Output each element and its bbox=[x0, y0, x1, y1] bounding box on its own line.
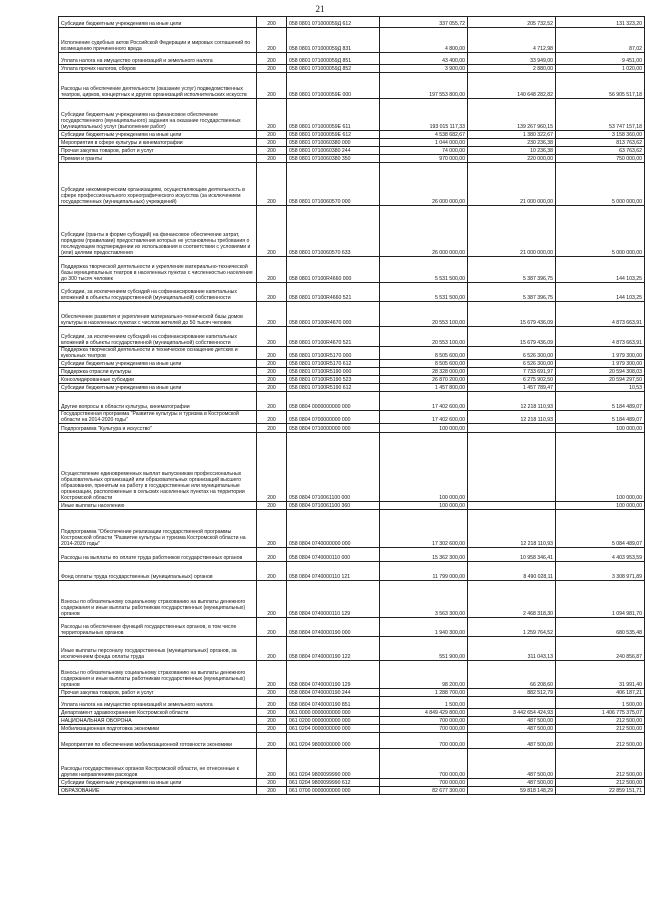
row-approved-cell: 1 288 700,00 bbox=[380, 689, 468, 697]
row-classification-cell: 058 0801 071000059Е 000 bbox=[287, 73, 380, 99]
row-executed-cell: 12 218 110,93 bbox=[468, 411, 556, 424]
row-approved-cell: 8 505 600,00 bbox=[380, 360, 468, 368]
row-name-cell: Взносы по обязательному социальному страхованию на выплаты денежного содержания и иные выплаты работникам государственных (муниципальных) органов bbox=[59, 581, 257, 618]
row-name-cell: Расходы государственных органов Костромской области, не отнесенные к другим направлениям расходов bbox=[59, 749, 257, 779]
row-code-cell: 200 bbox=[257, 327, 287, 347]
table-row bbox=[59, 28, 645, 53]
row-approved-cell: 197 553 800,00 bbox=[380, 73, 468, 99]
row-unexecuted-cell: 20 594 308,03 bbox=[556, 368, 645, 376]
row-name-cell: Фонд оплаты труда государственных (муниципальных) органов bbox=[59, 562, 257, 581]
row-name-cell: Субсидии некоммерческим организациям, осуществляющим деятельность в сфере профессионального хореографического искусства (за исключением государственных (муниципальных) учреждений) bbox=[59, 163, 257, 206]
row-approved-cell: 74 000,00 bbox=[380, 147, 468, 155]
row-classification-cell: 058 0804 0710061100 360 bbox=[287, 502, 380, 510]
row-approved-cell: 43 400,00 bbox=[380, 53, 468, 65]
row-classification-cell: 061 0204 9800000000 000 bbox=[287, 733, 380, 749]
row-classification-cell: 058 0804 0740000190 851 bbox=[287, 697, 380, 709]
row-executed-cell: 1 457 789,47 bbox=[468, 384, 556, 392]
table-row bbox=[59, 779, 645, 787]
row-executed-cell: 487 500,00 bbox=[468, 749, 556, 779]
row-code-cell: 200 bbox=[257, 697, 287, 709]
row-classification-cell: 058 0804 0740000190 000 bbox=[287, 618, 380, 637]
row-code-cell: 200 bbox=[257, 347, 287, 360]
table-row bbox=[59, 368, 645, 376]
row-classification-cell: 058 0804 0740000110 000 bbox=[287, 548, 380, 562]
row-approved-cell: 82 677 300,00 bbox=[380, 787, 468, 795]
row-unexecuted-cell: 22 859 151,71 bbox=[556, 787, 645, 795]
row-unexecuted-cell: 1 094 981,70 bbox=[556, 581, 645, 618]
row-approved-cell: 4 800,00 bbox=[380, 28, 468, 53]
row-classification-cell: 061 0700 0000000000 000 bbox=[287, 787, 380, 795]
row-executed-cell: 5 387 396,75 bbox=[468, 283, 556, 302]
row-code-cell: 200 bbox=[257, 155, 287, 163]
row-name-cell: Прочая закупка товаров, работ и услуг bbox=[59, 689, 257, 697]
row-unexecuted-cell: 212 500,00 bbox=[556, 779, 645, 787]
row-unexecuted-cell: 53 747 157,18 bbox=[556, 99, 645, 131]
row-unexecuted-cell: 4 873 663,91 bbox=[556, 327, 645, 347]
budget-table-body bbox=[59, 17, 645, 795]
row-approved-cell: 4 849 429 800,00 bbox=[380, 709, 468, 717]
table-row bbox=[59, 433, 645, 502]
row-name-cell: Мероприятия по обеспечению мобилизационной готовности экономики bbox=[59, 733, 257, 749]
row-name-cell: Расходы на выплаты по оплате труда работников государственных органов bbox=[59, 548, 257, 562]
table-row bbox=[59, 618, 645, 637]
row-executed-cell: 21 000 000,00 bbox=[468, 206, 556, 257]
row-classification-cell: 058 0804 0740000190 129 bbox=[287, 661, 380, 689]
row-unexecuted-cell: 1 500,00 bbox=[556, 697, 645, 709]
table-row bbox=[59, 99, 645, 131]
row-approved-cell: 17 402 600,00 bbox=[380, 392, 468, 411]
row-classification-cell: 058 0801 07100R4660 521 bbox=[287, 283, 380, 302]
row-name-cell: Субсидии бюджетным учреждениям на иные цели bbox=[59, 17, 257, 28]
row-executed-cell: 140 648 282,82 bbox=[468, 73, 556, 99]
row-classification-cell: 058 0804 0000000000 000 bbox=[287, 392, 380, 411]
row-unexecuted-cell: 5 184 489,07 bbox=[556, 392, 645, 411]
row-code-cell: 200 bbox=[257, 717, 287, 725]
row-code-cell: 200 bbox=[257, 562, 287, 581]
row-classification-cell: 058 0801 0710060380 000 bbox=[287, 139, 380, 147]
row-unexecuted-cell: 406 187,21 bbox=[556, 689, 645, 697]
row-unexecuted-cell: 3 308 971,89 bbox=[556, 562, 645, 581]
row-name-cell: Субсидии, за исключением субсидий на софинансирование капитальных вложений в объекты государственной (муниципальной) собственности bbox=[59, 327, 257, 347]
row-approved-cell: 15 362 300,00 bbox=[380, 548, 468, 562]
row-classification-cell: 058 0804 0740000110 129 bbox=[287, 581, 380, 618]
row-executed-cell: 15 679 436,09 bbox=[468, 327, 556, 347]
table-row bbox=[59, 510, 645, 548]
row-name-cell: Субсидии бюджетным учреждениям на иные цели bbox=[59, 360, 257, 368]
row-name-cell: Мобилизационная подготовка экономики bbox=[59, 725, 257, 733]
row-unexecuted-cell: 63 763,62 bbox=[556, 147, 645, 155]
row-name-cell: Прочая закупка товаров, работ и услуг bbox=[59, 147, 257, 155]
row-unexecuted-cell: 212 500,00 bbox=[556, 749, 645, 779]
row-executed-cell: 66 208,60 bbox=[468, 661, 556, 689]
row-unexecuted-cell: 9 451,00 bbox=[556, 53, 645, 65]
table-row bbox=[59, 257, 645, 283]
row-approved-cell: 4 538 682,67 bbox=[380, 131, 468, 139]
table-row bbox=[59, 131, 645, 139]
row-unexecuted-cell: 1 979 300,00 bbox=[556, 347, 645, 360]
row-code-cell: 200 bbox=[257, 384, 287, 392]
row-unexecuted-cell: 4 873 663,91 bbox=[556, 302, 645, 327]
row-unexecuted-cell: 1 020,00 bbox=[556, 65, 645, 73]
row-executed-cell: 10 236,38 bbox=[468, 147, 556, 155]
row-code-cell: 200 bbox=[257, 73, 287, 99]
row-name-cell: Субсидии бюджетным учреждениям на финансовое обеспечение государственного (муниципального) задания на оказание государственных (муниципальных) услуг (выполнение работ) bbox=[59, 99, 257, 131]
row-code-cell: 200 bbox=[257, 139, 287, 147]
row-classification-cell: 058 0801 0710060380 244 bbox=[287, 147, 380, 155]
row-name-cell: Уплата прочих налогов, сборов bbox=[59, 65, 257, 73]
row-code-cell: 200 bbox=[257, 283, 287, 302]
row-executed-cell bbox=[468, 697, 556, 709]
table-row bbox=[59, 411, 645, 424]
row-unexecuted-cell: 131 323,20 bbox=[556, 17, 645, 28]
table-row bbox=[59, 562, 645, 581]
row-code-cell: 200 bbox=[257, 411, 287, 424]
row-classification-cell: 058 0801 0710060570 633 bbox=[287, 206, 380, 257]
row-executed-cell: 5 387 396,75 bbox=[468, 257, 556, 283]
row-name-cell: НАЦИОНАЛЬНАЯ ОБОРОНА bbox=[59, 717, 257, 725]
table-row bbox=[59, 581, 645, 618]
row-classification-cell: 058 0801 07100R4670 000 bbox=[287, 302, 380, 327]
row-code-cell: 200 bbox=[257, 618, 287, 637]
table-row bbox=[59, 155, 645, 163]
row-classification-cell: 058 0804 0740000110 121 bbox=[287, 562, 380, 581]
row-code-cell: 200 bbox=[257, 787, 287, 795]
row-approved-cell: 100 000,00 bbox=[380, 424, 468, 433]
table-row bbox=[59, 206, 645, 257]
row-code-cell: 200 bbox=[257, 17, 287, 28]
row-executed-cell: 8 490 028,11 bbox=[468, 562, 556, 581]
table-row bbox=[59, 347, 645, 360]
row-unexecuted-cell: 10,53 bbox=[556, 384, 645, 392]
row-name-cell: Взносы по обязательному социальному страхованию на выплаты денежного содержания и иные выплаты работникам государственных (муниципальных) органов bbox=[59, 661, 257, 689]
row-name-cell: Иные выплаты персоналу государственных (муниципальных) органов, за исключением фонда оплаты труда bbox=[59, 637, 257, 661]
row-executed-cell: 12 218 110,93 bbox=[468, 510, 556, 548]
row-executed-cell: 487 500,00 bbox=[468, 779, 556, 787]
row-unexecuted-cell: 100 000,00 bbox=[556, 424, 645, 433]
row-name-cell: Поддержка творческой деятельности и техническое оснащение детских и кукольных театров bbox=[59, 347, 257, 360]
row-executed-cell bbox=[468, 502, 556, 510]
row-approved-cell: 337 055,72 bbox=[380, 17, 468, 28]
row-code-cell: 200 bbox=[257, 661, 287, 689]
row-approved-cell: 1 940 300,00 bbox=[380, 618, 468, 637]
row-approved-cell: 193 015 117,33 bbox=[380, 99, 468, 131]
table-row bbox=[59, 376, 645, 384]
row-code-cell: 200 bbox=[257, 581, 287, 618]
row-name-cell: Субсидии, за исключением субсидий на софинансирование капитальных вложений в объекты государственной (муниципальной) собственности bbox=[59, 283, 257, 302]
row-name-cell: Субсидии бюджетным учреждениям на иные цели bbox=[59, 131, 257, 139]
row-code-cell: 200 bbox=[257, 99, 287, 131]
row-approved-cell: 3 900,00 bbox=[380, 65, 468, 73]
row-code-cell: 200 bbox=[257, 65, 287, 73]
row-unexecuted-cell: 3 158 360,00 bbox=[556, 131, 645, 139]
row-code-cell: 200 bbox=[257, 392, 287, 411]
row-name-cell: Уплата налога на имущество организаций и земельного налога bbox=[59, 53, 257, 65]
row-executed-cell: 2 468 318,30 bbox=[468, 581, 556, 618]
row-code-cell: 200 bbox=[257, 733, 287, 749]
row-name-cell: Департамент здравоохранения Костромской области bbox=[59, 709, 257, 717]
table-row bbox=[59, 73, 645, 99]
row-unexecuted-cell: 4 403 953,59 bbox=[556, 548, 645, 562]
table-row bbox=[59, 709, 645, 717]
row-executed-cell: 3 442 654 424,93 bbox=[468, 709, 556, 717]
row-name-cell: Государственная программа "Развитие культуры и туризма в Костромской области на 2014-2020 годы" bbox=[59, 411, 257, 424]
table-row bbox=[59, 65, 645, 73]
row-code-cell: 200 bbox=[257, 725, 287, 733]
table-row bbox=[59, 283, 645, 302]
row-unexecuted-cell: 1 979 300,00 bbox=[556, 360, 645, 368]
row-approved-cell: 98 200,00 bbox=[380, 661, 468, 689]
row-approved-cell: 700 000,00 bbox=[380, 725, 468, 733]
row-classification-cell: 058 0801 07100R4670 521 bbox=[287, 327, 380, 347]
row-approved-cell: 1 457 800,00 bbox=[380, 384, 468, 392]
row-approved-cell: 8 505 600,00 bbox=[380, 347, 468, 360]
row-classification-cell: 058 0801 07100R5190 000 bbox=[287, 368, 380, 376]
table-row bbox=[59, 424, 645, 433]
row-approved-cell: 700 000,00 bbox=[380, 749, 468, 779]
row-approved-cell: 11 799 000,00 bbox=[380, 562, 468, 581]
row-unexecuted-cell: 87,02 bbox=[556, 28, 645, 53]
table-row bbox=[59, 502, 645, 510]
row-name-cell: ОБРАЗОВАНИЕ bbox=[59, 787, 257, 795]
table-row bbox=[59, 749, 645, 779]
row-classification-cell: 061 0204 9800099990 612 bbox=[287, 779, 380, 787]
table-row bbox=[59, 733, 645, 749]
row-executed-cell: 1 259 764,52 bbox=[468, 618, 556, 637]
row-classification-cell: 058 0801 07100R5190 612 bbox=[287, 384, 380, 392]
table-row bbox=[59, 637, 645, 661]
row-code-cell: 200 bbox=[257, 163, 287, 206]
row-code-cell: 200 bbox=[257, 433, 287, 502]
row-approved-cell: 28 328 000,00 bbox=[380, 368, 468, 376]
row-executed-cell: 230 236,38 bbox=[468, 139, 556, 147]
row-unexecuted-cell: 144 103,25 bbox=[556, 257, 645, 283]
row-code-cell: 200 bbox=[257, 131, 287, 139]
row-name-cell: Исполнение судебных актов Российской Федерации и мировых соглашений по возмещению причиненного вреда bbox=[59, 28, 257, 53]
table-row bbox=[59, 147, 645, 155]
row-classification-cell: 058 0801 071000059Е 611 bbox=[287, 99, 380, 131]
row-name-cell: Расходы на обеспечение деятельности (оказание услуг) подведомственных театров, цирков, концертных и других организаций исполнительских искусств bbox=[59, 73, 257, 99]
table-row bbox=[59, 392, 645, 411]
row-code-cell: 200 bbox=[257, 709, 287, 717]
row-classification-cell: 058 0801 0710060570 000 bbox=[287, 163, 380, 206]
row-executed-cell: 21 000 000,00 bbox=[468, 163, 556, 206]
row-classification-cell: 058 0804 0700000000 000 bbox=[287, 411, 380, 424]
row-approved-cell: 20 553 100,00 bbox=[380, 302, 468, 327]
row-executed-cell: 12 218 110,93 bbox=[468, 392, 556, 411]
row-code-cell: 200 bbox=[257, 206, 287, 257]
row-unexecuted-cell: 144 103,25 bbox=[556, 283, 645, 302]
row-name-cell: Консолидированные субсидии bbox=[59, 376, 257, 384]
row-unexecuted-cell: 212 500,00 bbox=[556, 733, 645, 749]
row-approved-cell: 26 000 000,00 bbox=[380, 163, 468, 206]
budget-execution-table bbox=[58, 16, 645, 795]
table-row bbox=[59, 689, 645, 697]
row-code-cell: 200 bbox=[257, 53, 287, 65]
row-classification-cell: 058 0801 07100R4660 000 bbox=[287, 257, 380, 283]
row-unexecuted-cell: 5 184 489,07 bbox=[556, 411, 645, 424]
row-executed-cell: 59 818 148,29 bbox=[468, 787, 556, 795]
row-executed-cell: 10 958 346,41 bbox=[468, 548, 556, 562]
row-unexecuted-cell: 750 000,00 bbox=[556, 155, 645, 163]
row-name-cell: Премии и гранты bbox=[59, 155, 257, 163]
row-code-cell: 200 bbox=[257, 548, 287, 562]
page-number: 21 bbox=[315, 4, 325, 14]
row-classification-cell: 058 0801 07100R5170 000 bbox=[287, 347, 380, 360]
row-executed-cell: 487 500,00 bbox=[468, 725, 556, 733]
row-executed-cell bbox=[468, 424, 556, 433]
row-classification-cell: 061 0204 9800099990 000 bbox=[287, 749, 380, 779]
row-unexecuted-cell: 5 000 000,00 bbox=[556, 163, 645, 206]
row-approved-cell: 17 302 600,00 bbox=[380, 510, 468, 548]
row-code-cell: 200 bbox=[257, 302, 287, 327]
row-code-cell: 200 bbox=[257, 376, 287, 384]
table-row bbox=[59, 384, 645, 392]
table-row bbox=[59, 163, 645, 206]
row-unexecuted-cell: 5 084 489,07 bbox=[556, 510, 645, 548]
row-code-cell: 200 bbox=[257, 510, 287, 548]
row-code-cell: 200 bbox=[257, 424, 287, 433]
table-row bbox=[59, 725, 645, 733]
row-executed-cell: 6 526 300,00 bbox=[468, 347, 556, 360]
row-executed-cell bbox=[468, 433, 556, 502]
row-code-cell: 200 bbox=[257, 689, 287, 697]
row-unexecuted-cell: 56 905 517,18 bbox=[556, 73, 645, 99]
row-code-cell: 200 bbox=[257, 360, 287, 368]
row-code-cell: 200 bbox=[257, 28, 287, 53]
table-row bbox=[59, 327, 645, 347]
row-unexecuted-cell: 100 000,00 bbox=[556, 433, 645, 502]
row-executed-cell: 15 679 436,09 bbox=[468, 302, 556, 327]
row-approved-cell: 700 000,00 bbox=[380, 733, 468, 749]
table-row bbox=[59, 17, 645, 28]
row-unexecuted-cell: 212 500,00 bbox=[556, 717, 645, 725]
table-row bbox=[59, 661, 645, 689]
row-executed-cell: 882 512,79 bbox=[468, 689, 556, 697]
row-code-cell: 200 bbox=[257, 502, 287, 510]
row-classification-cell: 058 0804 0740000190 122 bbox=[287, 637, 380, 661]
row-unexecuted-cell: 680 535,48 bbox=[556, 618, 645, 637]
table-row bbox=[59, 360, 645, 368]
row-classification-cell: 058 0801 07100R5190 523 bbox=[287, 376, 380, 384]
row-name-cell: Подпрограмма "Обеспечение реализации государственной программы Костромской области "Развитие культуры и туризма Костромской области на 2014-2020 годы" bbox=[59, 510, 257, 548]
row-executed-cell: 139 267 960,15 bbox=[468, 99, 556, 131]
row-name-cell: Субсидии бюджетным учреждениям на иные цели bbox=[59, 384, 257, 392]
row-unexecuted-cell: 31 991,40 bbox=[556, 661, 645, 689]
table-row bbox=[59, 787, 645, 795]
row-unexecuted-cell: 240 856,87 bbox=[556, 637, 645, 661]
row-executed-cell: 6 526 300,00 bbox=[468, 360, 556, 368]
row-approved-cell: 1 044 000,00 bbox=[380, 139, 468, 147]
row-code-cell: 200 bbox=[257, 637, 287, 661]
row-name-cell: Субсидии бюджетным учреждениям на иные цели bbox=[59, 779, 257, 787]
row-name-cell: Осуществление единовременных выплат выпускникам профессиональных образовательных организаций или образовательных организаций высшего образования, принятым на работу в государственные или муниципальные организации, расположенные в сельских населенных пунктах на территории Костромской области bbox=[59, 433, 257, 502]
row-executed-cell: 487 500,00 bbox=[468, 733, 556, 749]
row-classification-cell: 058 0804 0740000190 244 bbox=[287, 689, 380, 697]
row-unexecuted-cell: 5 000 000,00 bbox=[556, 206, 645, 257]
row-approved-cell: 17 402 600,00 bbox=[380, 411, 468, 424]
row-code-cell: 200 bbox=[257, 368, 287, 376]
row-code-cell: 200 bbox=[257, 147, 287, 155]
row-unexecuted-cell: 20 594 297,50 bbox=[556, 376, 645, 384]
row-approved-cell: 26 000 000,00 bbox=[380, 206, 468, 257]
row-name-cell: Мероприятия в сфере культуры и кинематографии bbox=[59, 139, 257, 147]
row-approved-cell: 970 000,00 bbox=[380, 155, 468, 163]
row-executed-cell: 33 949,00 bbox=[468, 53, 556, 65]
row-executed-cell: 311 043,13 bbox=[468, 637, 556, 661]
row-name-cell: Другие вопросы в области культуры, кинематографии bbox=[59, 392, 257, 411]
row-approved-cell: 700 000,00 bbox=[380, 779, 468, 787]
row-unexecuted-cell: 1 406 775 375,07 bbox=[556, 709, 645, 717]
row-executed-cell: 7 733 691,97 bbox=[468, 368, 556, 376]
table-row bbox=[59, 53, 645, 65]
table-row bbox=[59, 717, 645, 725]
row-classification-cell: 061 0200 0000000000 000 bbox=[287, 717, 380, 725]
row-classification-cell: 058 0804 0740000000 000 bbox=[287, 510, 380, 548]
row-approved-cell: 3 563 300,00 bbox=[380, 581, 468, 618]
row-classification-cell: 058 0804 0710000000 000 bbox=[287, 424, 380, 433]
row-classification-cell: 058 0801 071000059Е 612 bbox=[287, 131, 380, 139]
row-executed-cell: 6 275 902,50 bbox=[468, 376, 556, 384]
row-approved-cell: 700 000,00 bbox=[380, 717, 468, 725]
row-approved-cell: 1 500,00 bbox=[380, 697, 468, 709]
row-approved-cell: 20 553 100,00 bbox=[380, 327, 468, 347]
table-row bbox=[59, 139, 645, 147]
row-approved-cell: 100 000,00 bbox=[380, 502, 468, 510]
row-code-cell: 200 bbox=[257, 779, 287, 787]
row-classification-cell: 058 0801 071000059Д 852 bbox=[287, 65, 380, 73]
row-executed-cell: 2 880,00 bbox=[468, 65, 556, 73]
row-name-cell: Расходы на обеспечение функций государственных органов, в том числе территориальных органов bbox=[59, 618, 257, 637]
row-approved-cell: 5 531 500,00 bbox=[380, 283, 468, 302]
row-name-cell: Поддержка отрасли культуры bbox=[59, 368, 257, 376]
row-classification-cell: 058 0801 071000059Д 831 bbox=[287, 28, 380, 53]
row-executed-cell: 4 712,98 bbox=[468, 28, 556, 53]
row-name-cell: Субсидии (гранты в форме субсидий) на финансовое обеспечение затрат, порядком (правилами) предоставления которых не установлены требования о последующем подтверждении их использования в соответствии с условиями и (или) целями предоставления bbox=[59, 206, 257, 257]
row-classification-cell: 061 0000 0000000000 000 bbox=[287, 709, 380, 717]
row-classification-cell: 058 0804 0710061100 000 bbox=[287, 433, 380, 502]
row-name-cell: Поддержка творческой деятельности и укрепление материально-технической базы муниципальных театров в населенных пунктах с численностью населения до 300 тысяч человек bbox=[59, 257, 257, 283]
row-classification-cell: 058 0801 071000059Д 612 bbox=[287, 17, 380, 28]
row-code-cell: 200 bbox=[257, 257, 287, 283]
table-row bbox=[59, 302, 645, 327]
row-approved-cell: 100 000,00 bbox=[380, 433, 468, 502]
row-name-cell: Обеспечение развития и укрепления материально-технической базы домов культуры в населенных пунктах с числом жителей до 50 тысяч человек bbox=[59, 302, 257, 327]
row-name-cell: Уплата налога на имущество организаций и земельного налога bbox=[59, 697, 257, 709]
row-name-cell: Подпрограмма "Культура и искусство" bbox=[59, 424, 257, 433]
row-executed-cell: 487 500,00 bbox=[468, 717, 556, 725]
row-approved-cell: 26 870 200,00 bbox=[380, 376, 468, 384]
row-classification-cell: 058 0801 071000059Д 851 bbox=[287, 53, 380, 65]
row-unexecuted-cell: 212 500,00 bbox=[556, 725, 645, 733]
table-row bbox=[59, 548, 645, 562]
row-executed-cell: 220 000,00 bbox=[468, 155, 556, 163]
row-unexecuted-cell: 813 763,62 bbox=[556, 139, 645, 147]
row-approved-cell: 5 531 500,00 bbox=[380, 257, 468, 283]
row-executed-cell: 1 380 322,67 bbox=[468, 131, 556, 139]
row-name-cell: Иные выплаты населению bbox=[59, 502, 257, 510]
row-executed-cell: 205 732,52 bbox=[468, 17, 556, 28]
row-classification-cell: 058 0801 0710060380 350 bbox=[287, 155, 380, 163]
table-row bbox=[59, 697, 645, 709]
row-code-cell: 200 bbox=[257, 749, 287, 779]
row-unexecuted-cell: 100 000,00 bbox=[556, 502, 645, 510]
row-approved-cell: 551 900,00 bbox=[380, 637, 468, 661]
row-classification-cell: 058 0801 07100R5170 612 bbox=[287, 360, 380, 368]
row-classification-cell: 061 0204 0000000000 000 bbox=[287, 725, 380, 733]
